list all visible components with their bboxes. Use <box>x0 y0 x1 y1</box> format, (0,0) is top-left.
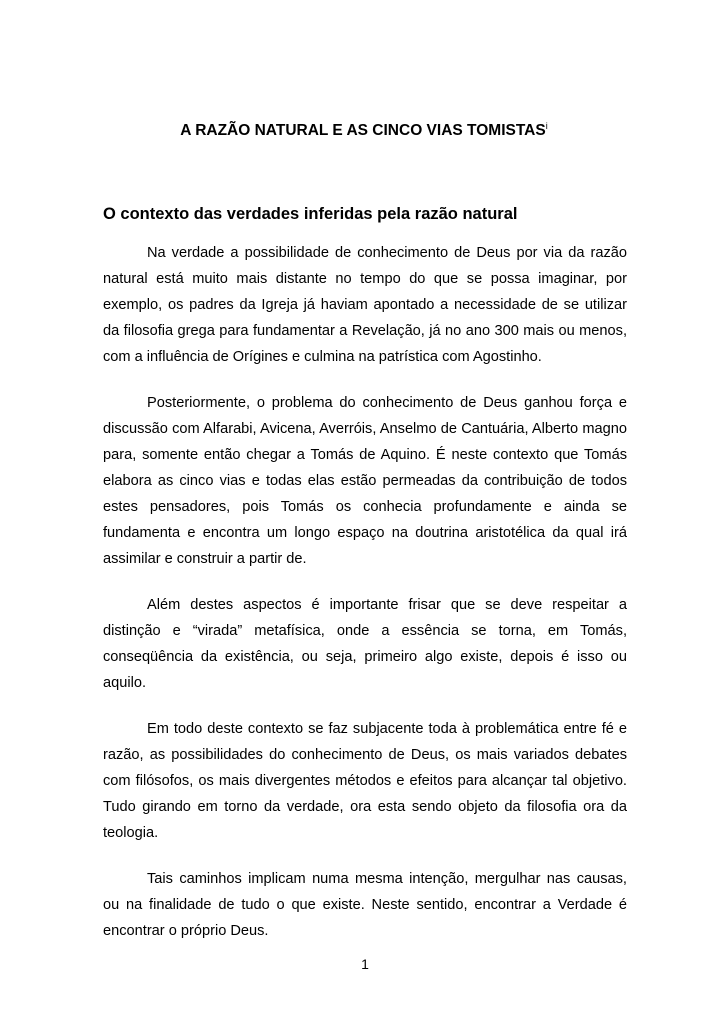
title-footnote-mark[interactable]: i <box>545 120 548 131</box>
document-body <box>103 240 627 964</box>
paragraph-2: Posteriormente, o problema do conhecimento de Deus ganhou força e discussão com Alfarabi, Avicena, Averróis, Anselmo de Cantuária, Alberto magno para, somente então chegar a Tomás de Aquino. É neste contexto que Tomás elabora as cinco vias e todas elas estão permeadas da contribuição de todos estes pensadores, pois Tomás os conhecia profundamente e ainda se fundamenta e encontra um longo espaço na doutrina aristotélica da qual irá assimilar e construir a partir de. <box>103 395 627 567</box>
document-title-text: A RAZÃO NATURAL E AS CINCO VIAS TOMISTAS <box>180 122 546 139</box>
paragraph-3: Além destes aspectos é importante frisar que se deve respeitar a distinção e “virada” metafísica, onde a essência se torna, em Tomás, conseqüência da existência, ou seja, primeiro algo existe, depois é isso ou aquilo. <box>103 597 627 691</box>
paragraph-4: Em todo deste contexto se faz subjacente toda à problemática entre fé e razão, as possibilidades do conhecimento de Deus, os mais variados debates com filósofos, os mais divergentes métodos e efeitos para alcançar tal objetivo. Tudo girando em torno da verdade, ora esta sendo objeto da filosofia ora da teologia. <box>103 721 627 841</box>
document-title <box>100 121 628 141</box>
paragraph-5: Tais caminhos implicam numa mesma intenção, mergulhar nas causas, ou na finalidade de tudo o que existe. Neste sentido, encontrar a Verdade é encontrar o próprio Deus. <box>103 871 627 939</box>
paragraph-1: Na verdade a possibilidade de conhecimento de Deus por via da razão natural está muito mais distante no tempo do que se possa imaginar, por exemplo, os padres da Igreja já haviam apontado a necessidade de se utilizar da filosofia grega para fundamentar a Revelação, já no ano 300 mais ou menos, com a influência de Orígines e culmina na patrística com Agostinho. <box>103 245 627 365</box>
page-number: 1 <box>361 956 369 972</box>
section-heading: O contexto das verdades inferidas pela razão natural <box>103 205 518 223</box>
